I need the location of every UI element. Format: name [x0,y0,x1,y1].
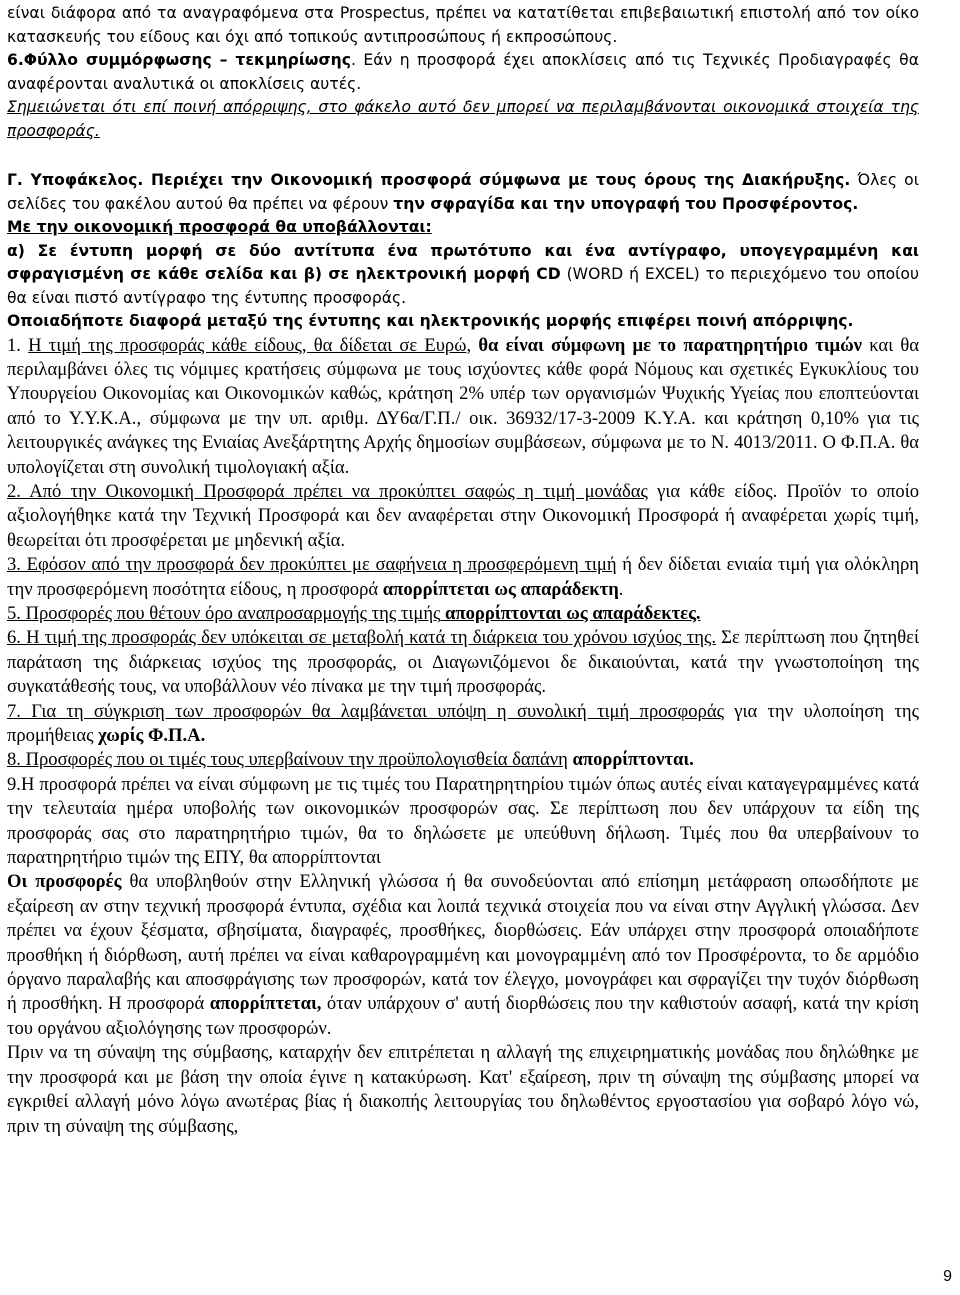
item-9-text: 9.Η προσφορά πρέπει να είναι σύμφωνη με τις τιμές του Παρατηρητηρίου τιμών όπως αυτές είναι καταγεγραμμένες κατά την τελευταία ημέρα υποβολής των οικονομικών προσφορών σας. Σε περίπτωση που δεν υπάρχουν τα είδη της προσφοράς σας στο παρατηρητήριο τιμών, θα το δηλώσετε με υπεύθυνη δήλωση. Τιμές που θα υπερβαίνουν το παρατηρητήριο τιμών της ΕΠΥ, θα απορρίπτονται [7,773,919,869]
spacer [7,143,919,169]
item-3-end: . [618,578,624,600]
item-1-underlined: Η τιμή της προσφοράς κάθε είδους, θα δίδεται σε Ευρώ [28,334,467,356]
item-3-underlined: 3. Εφόσον από την προσφορά δεν προκύπτει με σαφήνεια η προσφερόμενη τιμή [7,554,617,576]
submission-heading-text: Με την οικονομική προσφορά θα υποβάλλονται: [7,218,432,236]
item-1-comma: , [466,334,479,356]
item-7-text: για την υλοποίηση της προμήθειας [7,700,919,746]
section-g-title: Γ. Υποφάκελος. Περιέχει την Οικονομική προσφορά σύμφωνα με τους όρους της Διακήρυξης. [7,171,851,189]
submission-bold: α) Σε έντυπη μορφή σε δύο αντίτυπα ένα πρωτότυπο και ένα αντίγραφο, υπογεγραμμένη και σφραγισμένη σε κάθε σελίδα και β) σε ηλεκτρονική μορφή CD [7,241,919,283]
offers-rejected: απορρίπτεται, [209,993,322,1015]
item-7-bold: χωρίς Φ.Π.Α. [98,725,206,746]
section-g-paragraph [7,169,919,216]
item-3-text: ή δεν δίδεται ενιαία τιμή για ολόκληρη την προσφερόμενη ποσότητα είδους, η προσφορά [7,554,920,600]
offers-paragraph [7,870,919,1041]
item-2 [7,480,919,553]
item-2-underlined: 2. Από την Οικονομική Προσφορά πρέπει να προκύπτει σαφώς η τιμή μονάδας [7,480,648,502]
note-text: Σημειώνεται ότι επί ποινή απόρριψης, στο φάκελο αυτό δεν μπορεί να περιλαμβάνονται οικονομικά στοιχεία της προσφοράς. [7,98,919,140]
submission-heading [7,216,919,240]
item-5 [7,602,919,626]
intro-text: είναι διάφορα από τα αναγραφόμενα στα Prospectus, πρέπει να κατατίθεται επιβεβαιωτική επιστολή από τον οίκο κατασκευής του είδους και όχι από τοπικούς αντιπροσώπους ή εκπροσώπους. [7,4,919,46]
item-7-underlined: 7. Για τη σύγκριση των προσφορών θα λαμβάνεται υπόψη η συνολική τιμή προσφοράς [7,700,724,722]
financial-exclusion-note [7,96,919,143]
final-text: Πριν να τη σύναψη της σύμβασης, καταρχήν δεν επιτρέπεται η αλλαγή της επιχειρηματικής μονάδας που δηλώθηκε με την προσφορά και με βάση την οποία έγινε η κατακύρωση. Κατ' εξαίρεση, πριν τη σύναψη της σύμβασης μπορεί να εγκριθεί αλλαγή μόνο λόγω ανωτέρας βίας ή διακοπής λειτουργίας του δηλωθέντος εργοστασίου για σοβαρό λόγο νώ, πριν τη σύναψη της σύμβασης, [7,1042,919,1137]
section-g-text: Όλες οι σελίδες του φακέλου αυτού θα πρέπει να φέρουν [7,171,919,213]
item-1-number: 1. [7,334,29,356]
item-2-text: για κάθε είδος. Προϊόν το οποίο αξιολογήθηκε κατά την Τεχνική Προσφορά και δεν αναφέρεται στην Οικονομική Προσφορά ή αναφέρεται χωρίς τιμή, θεωρείται ότι προσφέρεται με μηδενική αξία. [7,480,919,551]
offers-bold: Οι προσφορές [7,871,122,893]
difference-penalty [7,310,919,334]
submission-text: (WORD ή EXCEL) το περιεχόμενο του οποίου θα είναι πιστό αντίγραφο της έντυπης προσφοράς. [7,265,919,307]
page-number: 9 [943,1268,952,1285]
item-1-text: και θα περιλαμβάνει όλες τις νόμιμες κρατήσεις σύμφωνα με τους ισχύοντες κάθε φορά Νόμους και σχετικές Εγκυκλίους του Υπουργείου Οικονομίας και Οικονομικών καθώς, κράτηση 2% υπέρ των οργανισμών Ψυχικής Υγείας που εποπτεύονται από το Υ.Υ.Κ.Α., σύμφωνα με την υπ. αριθμ. ΔΥ6α/Γ.Π./ οικ. 36932/17-3-2009 Κ.Υ.Α. και κράτηση 0,10% για τις λειτουργικές ανάγκες της Ενιαίας Ανεξάρτητης Αρχής δημοσίων συμβάσεων, σύμφωνα με το Ν. 4013/2011. Ο Φ.Π.Α. θα υπολογίζεται στη συνολική τιμολογιακή αξία. [7,334,919,478]
item-5-bold: απορρίπτονται ως απαράδεκτες. [440,602,701,624]
item-5-underlined: 5. Προσφορές που θέτουν όρο αναπροσαρμογής της τιμής [7,602,441,624]
item-8 [7,748,919,772]
item-1 [7,334,919,480]
intro-paragraph [7,2,919,49]
final-paragraph [7,1041,919,1139]
item-6-text: Σε περίπτωση που ζητηθεί παράταση της διάρκειας ισχύος της προσφοράς, οι Διαγωνιζόμενοι δε δικαιούνται, κατά την γνωστοποίηση της συγκατάθεσής τους, να υποβάλλουν νέο πίνακα με την τιμή προσφοράς. [7,627,919,698]
item-3-bold: απορρίπτεται ως απαράδεκτη [382,578,619,600]
item-9 [7,773,919,871]
item-8-underlined: 8. Προσφορές που οι τιμές τους υπερβαίνουν την προϋπολογισθεία δαπάνη [7,749,568,771]
compliance-sheet-text: . Εάν η προσφορά έχει αποκλίσεις από τις Τεχνικές Προδιαγραφές θα αναφέρονται αναλυτικά οι αποκλίσεις αυτές. [7,51,919,93]
item-6-underlined: 6. Η τιμή της προσφοράς δεν υπόκειται σε μεταβολή κατά τη διάρκεια του χρόνου ισχύος της. [7,627,717,649]
offers-end: όταν υπάρχουν σ' αυτή διορθώσεις που την καθιστούν ασαφή, κατά την κρίση του οργάνου αξιολόγησης των προσφορών. [7,993,920,1039]
item-6 [7,626,919,699]
compliance-sheet-paragraph [7,49,919,96]
offers-text: θα υποβληθούν στην Ελληνική γλώσσα ή θα συνοδεύονται από επίσημη μετάφραση οπωσδήποτε με εξαίρεση αν στην τεχνική προσφορά έντυπα, σχέδια και λοιπά τεχνικά στοιχεία που να είναι στην Αγγλική γλώσσα. Δεν πρέπει να έχουν ξέσματα, σβησίματα, διαγραφές, προσθήκες, διορθώσεις. Εάν υπάρχει στην προσφορά οποιαδήποτε προσθήκη ή διόρθωση, αυτή πρέπει να είναι καθαρογραμμένη και μονογραμμένη από τον Προσφέροντα, το δε αρμόδιο όργανο παραλαβής και αποσφράγισης των προσφορών, κατά τον έλεγχο, μονογράφει και σφραγίζει την τυχόν διόρθωση ή προσθήκη. Η προσφορά [7,871,919,1015]
item-3 [7,553,919,602]
difference-penalty-text: Οποιαδήποτε διαφορά μεταξύ της έντυπης και ηλεκτρονικής μορφής επιφέρει ποινή απόρριψης. [7,312,854,330]
item-8-bold: απορρίπτονται. [567,749,694,771]
compliance-sheet-title: 6.Φύλλο συμμόρφωσης – τεκμηρίωσης [7,51,351,69]
submission-paragraph [7,240,919,311]
section-g-bold: την σφραγίδα και την υπογραφή του Προσφέροντος. [393,194,859,213]
item-7 [7,700,919,749]
item-1-bold: θα είναι σύμφωνη με το παρατηρητήριο τιμών [478,334,862,356]
document-page [7,2,919,1139]
